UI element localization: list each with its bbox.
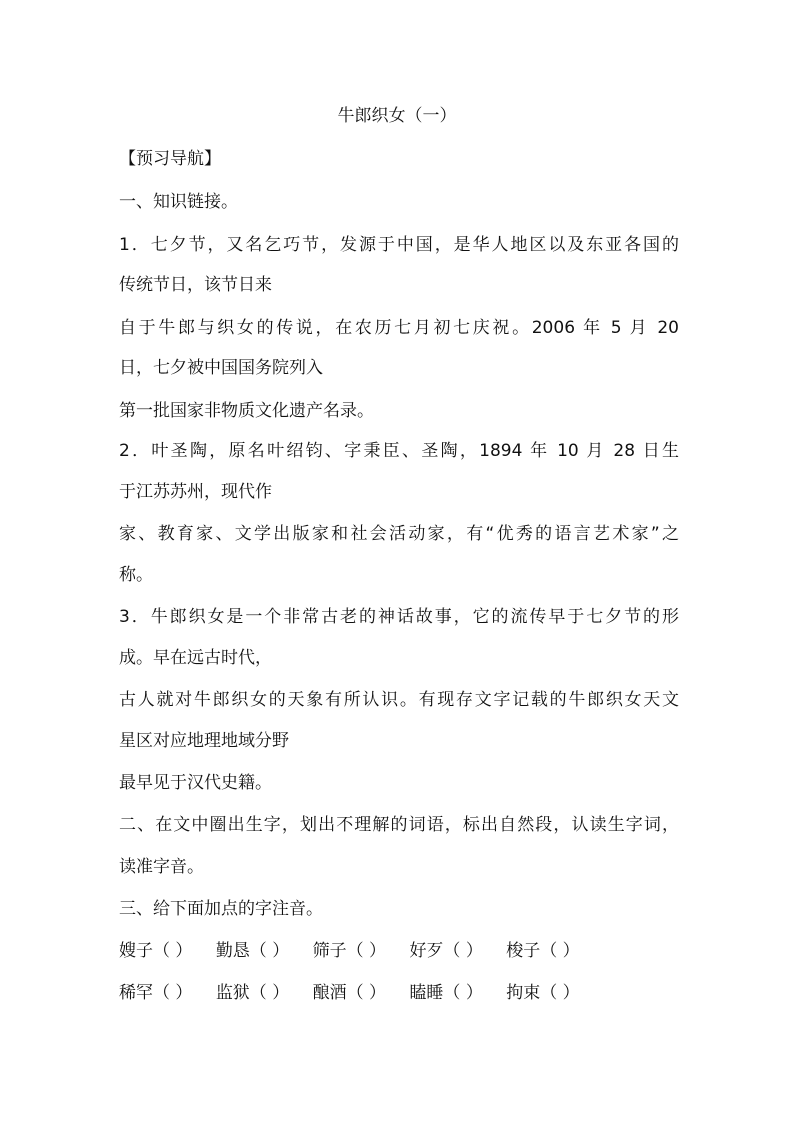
section-header: 【预习导航】 — [119, 149, 221, 169]
pinyin-item: 监狱（ ） — [215, 983, 290, 1003]
paragraph-line: 最早见于汉代史籍。 — [119, 773, 272, 793]
page-title: 牛郎织女（一） — [337, 106, 457, 126]
paragraph-line: 传统节日，该节日来 — [119, 275, 272, 295]
paragraph-line: 自于牛郎与织女的传说，在农历七月初七庆祝。2006 年 5 月 20 — [119, 318, 679, 338]
part2-line: 二、在文中圈出生字，划出不理解的词语，标出自然段，认读生字词， — [119, 815, 679, 835]
paragraph-line: 称。 — [119, 565, 153, 585]
paragraph-line: 星区对应地理地域分野 — [119, 731, 289, 751]
part2-line: 读准字音。 — [119, 857, 204, 877]
paragraph-line: 日，七夕被中国国务院列入 — [119, 358, 323, 378]
paragraph-line: 成。早在远古时代， — [119, 648, 272, 668]
pinyin-item: 梭子（ ） — [506, 941, 580, 961]
part1-heading: 一、知识链接。 — [119, 192, 238, 212]
paragraph-line: 3．牛郎织女是一个非常古老的神话故事，它的流传早于七夕节的形 — [119, 607, 679, 627]
part3-heading: 三、给下面加点的字注音。 — [119, 899, 323, 919]
paragraph-line: 家、教育家、文学出版家和社会活动家，有“优秀的语言艺术家”之 — [119, 524, 679, 544]
paragraph-line: 古人就对牛郎织女的天象有所认识。有现存文字记载的牛郎织女天文 — [119, 690, 679, 710]
pinyin-item: 勤恳（ ） — [215, 941, 290, 961]
pinyin-item: 瞌睡（ ） — [409, 983, 483, 1003]
pinyin-item: 拘束（ ） — [506, 983, 580, 1003]
pinyin-item: 嫂子（ ） — [119, 941, 193, 961]
pinyin-item: 好歹（ ） — [409, 941, 483, 961]
paragraph-line: 第一批国家非物质文化遗产名录。 — [119, 401, 374, 421]
pinyin-row — [119, 939, 598, 963]
pinyin-item: 筛子（ ） — [312, 941, 387, 961]
pinyin-row — [119, 981, 598, 1005]
pinyin-item: 酿酒（ ） — [312, 983, 387, 1003]
paragraph-line: 于江苏苏州，现代作 — [119, 482, 272, 502]
paragraph-line: 1．七夕节，又名乞巧节，发源于中国，是华人地区以及东亚各国的 — [119, 235, 679, 255]
pinyin-item: 稀罕（ ） — [119, 983, 193, 1003]
paragraph-line: 2．叶圣陶，原名叶绍钧、字秉臣、圣陶，1894 年 10 月 28 日生 — [119, 441, 679, 461]
